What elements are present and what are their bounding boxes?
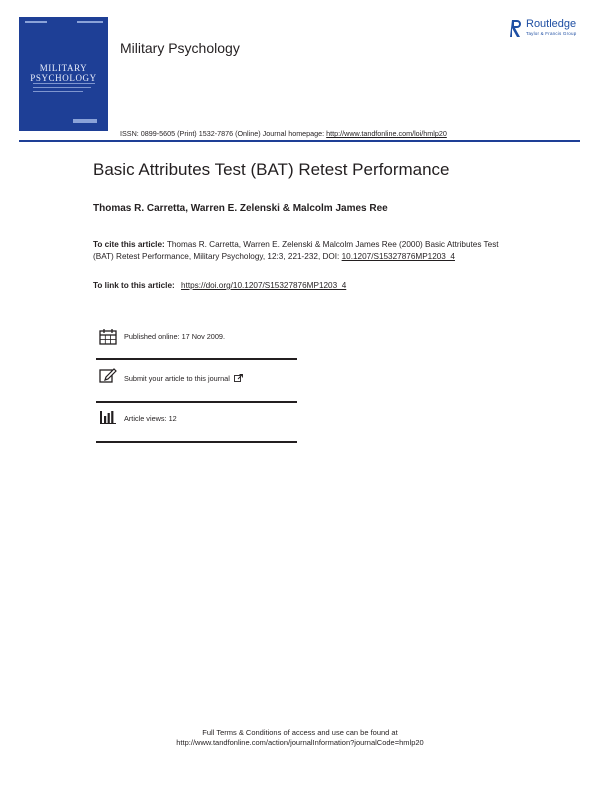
published-row [96,328,297,350]
header-divider [19,140,580,142]
cover-title-line-1: MILITARY [39,63,88,73]
published-date: Published online: 17 Nov 2009. [124,332,226,341]
submit-row[interactable] [96,366,297,388]
cover-top-bar [25,21,103,25]
calendar-icon [99,328,117,345]
cover-text-lines [33,83,95,95]
article-authors: Thomas R. Carretta, Warren E. Zelenski & Malcolm James Ree [93,203,388,214]
issn-line [120,129,447,138]
footer-terms-line: Full Terms & Conditions of access and use can be found at [202,728,398,737]
cover-title-line-2: PSYCHOLOGY [30,73,97,83]
routledge-r-icon [510,19,523,39]
footer [0,728,600,748]
article-link-line [93,281,346,290]
issn-text: ISSN: 0899-5605 (Print) 1532-7876 (Online) Journal homepage: [120,129,327,138]
info-divider [96,401,297,403]
article-views: Article views: 12 [124,414,177,423]
submit-article-text: Submit your article to this journal [124,374,230,383]
article-doi-link[interactable]: https://doi.org/10.1207/S15327876MP1203_4 [181,281,347,290]
publisher-subtitle: Taylor & Francis Group [526,31,577,36]
journal-cover-thumbnail [19,17,108,131]
citation-label: To cite this article: [93,240,165,249]
journal-name: Military Psychology [120,40,240,56]
submit-article-link[interactable] [124,374,243,383]
publisher-name: Routledge [526,18,577,30]
journal-homepage-link[interactable]: http://www.tandfonline.com/loi/hmlp20 [326,129,447,138]
link-label: To link to this article: [93,281,175,290]
citation-doi-link[interactable]: 10.1207/S15327876MP1203_4 [341,252,455,261]
cover-publisher-mark [73,119,97,123]
external-link-icon [234,374,243,382]
citation-block [93,239,513,263]
footer-terms-url[interactable]: http://www.tandfonline.com/action/journalInformation?journalCode=hmlp20 [176,738,424,747]
views-row [96,408,297,430]
bar-chart-icon [99,408,117,425]
citation-text: Thomas R. Carretta, Warren E. Zelenski & Malcolm James Ree (2000) Basic Attributes Test (BAT) Retest Performance, Military Psychology, 12:3, 221-232, DOI: [93,240,499,261]
edit-icon [99,366,117,383]
article-title: Basic Attributes Test (BAT) Retest Performance [93,160,450,179]
info-divider [96,358,297,360]
info-divider [96,441,297,443]
